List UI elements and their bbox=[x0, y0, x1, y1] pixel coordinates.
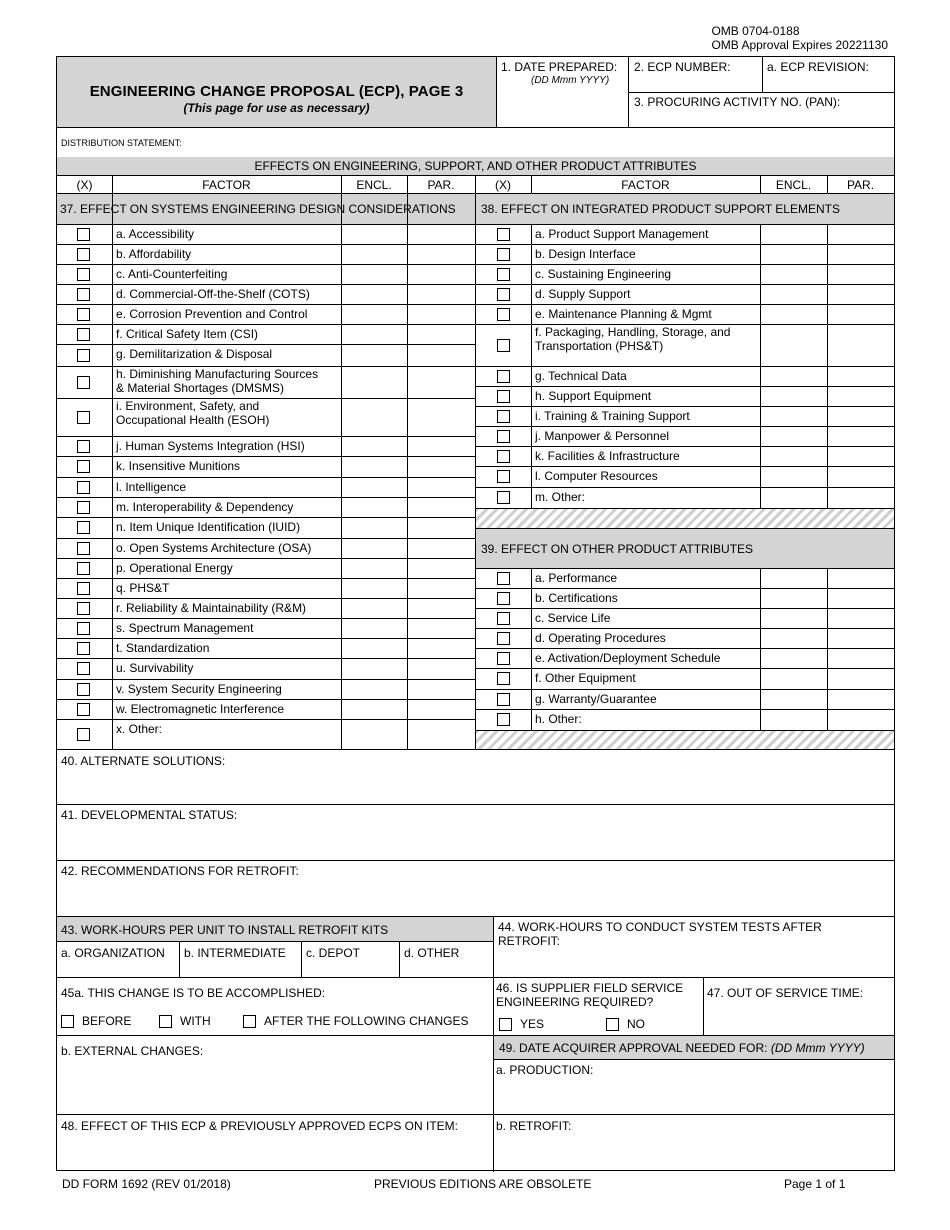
attr-factor-encl-field[interactable] bbox=[761, 690, 826, 708]
ips-factor-encl-field[interactable] bbox=[761, 488, 826, 507]
before-checkbox[interactable] bbox=[61, 1015, 74, 1028]
se-factor-encl-field[interactable] bbox=[342, 518, 406, 537]
col-factor-right: FACTOR bbox=[621, 178, 670, 192]
se-factor-checkbox[interactable] bbox=[77, 288, 90, 301]
se-factor-encl-field[interactable] bbox=[342, 559, 406, 577]
se-factor-encl-field[interactable] bbox=[342, 457, 406, 476]
form-title: ENGINEERING CHANGE PROPOSAL (ECP), PAGE 3 bbox=[89, 83, 464, 100]
ips-factor-encl-field[interactable] bbox=[761, 427, 826, 445]
se-factor-encl-field[interactable] bbox=[342, 579, 406, 597]
organization-hours-field[interactable] bbox=[59, 960, 177, 976]
attr-factor-encl-field[interactable] bbox=[761, 609, 826, 627]
se-factor-checkbox[interactable] bbox=[77, 440, 90, 453]
omb-block bbox=[711, 24, 888, 52]
out-of-service-time-field[interactable] bbox=[705, 1001, 892, 1034]
ips-factor-label: h. Support Equipment bbox=[535, 389, 652, 403]
se-factor-label: q. PHS&T bbox=[116, 581, 170, 595]
se-factor-label: r. Reliability & Maintainability (R&M) bbox=[116, 601, 307, 615]
se-factor-encl-field[interactable] bbox=[342, 285, 406, 303]
depot-hours-field[interactable] bbox=[303, 960, 397, 976]
with-checkbox[interactable] bbox=[159, 1015, 172, 1028]
intermediate-label: b. INTERMEDIATE bbox=[184, 946, 286, 960]
ips-factor-encl-field[interactable] bbox=[761, 407, 826, 425]
se-factor-encl-field[interactable] bbox=[342, 700, 406, 718]
ips-factor-label: k. Facilities & Infrastructure bbox=[535, 449, 680, 463]
se-factor-encl-field[interactable] bbox=[342, 639, 406, 657]
section37-title: 37. EFFECT ON SYSTEMS ENGINEERING DESIGN CONSIDERATIONS bbox=[60, 202, 456, 216]
ecp-number-field[interactable] bbox=[629, 74, 761, 91]
se-factor-encl-field[interactable] bbox=[342, 659, 406, 678]
ips-factor-encl-field[interactable] bbox=[761, 225, 826, 243]
ips-factor-checkbox[interactable] bbox=[497, 410, 510, 423]
ips-factor-checkbox[interactable] bbox=[497, 248, 510, 261]
se-factor-par-field[interactable] bbox=[408, 478, 474, 496]
ips-factor-par-field[interactable] bbox=[828, 407, 893, 425]
attr-factor-label: h. Other: bbox=[535, 712, 582, 726]
external-changes-field[interactable] bbox=[59, 1059, 491, 1112]
after-changes-label: AFTER THE FOLLOWING CHANGES bbox=[264, 1014, 469, 1028]
se-factor-label: p. Operational Energy bbox=[116, 561, 233, 575]
ips-factor-par-field[interactable] bbox=[828, 245, 893, 263]
se-factor-checkbox[interactable] bbox=[77, 501, 90, 514]
attr-factor-par-field[interactable] bbox=[828, 690, 893, 708]
ips-factor-encl-field[interactable] bbox=[761, 447, 826, 465]
se-factor-label: b. Affordability bbox=[116, 247, 192, 261]
attr-factor-checkbox[interactable] bbox=[497, 713, 510, 726]
se-factor-par-field[interactable] bbox=[408, 345, 474, 365]
se-factor-label: n. Item Unique Identification (IUID) bbox=[116, 520, 301, 534]
external-changes-label: b. EXTERNAL CHANGES: bbox=[61, 1044, 204, 1058]
ips-factor-label: d. Supply Support bbox=[535, 287, 631, 301]
attr-factor-checkbox[interactable] bbox=[497, 672, 510, 685]
block47-label: 47. OUT OF SERVICE TIME: bbox=[707, 986, 864, 1000]
se-factor-checkbox[interactable] bbox=[77, 268, 90, 281]
se-factor-label: o. Open Systems Architecture (OSA) bbox=[116, 541, 312, 555]
field-service-yes-checkbox[interactable] bbox=[499, 1018, 512, 1031]
field-service-no-checkbox[interactable] bbox=[606, 1018, 619, 1031]
se-factor-label: i. Environment, Safety, and Occupational Health (ESOH) bbox=[116, 399, 270, 427]
ips-factor-par-field[interactable] bbox=[828, 325, 893, 365]
section38-title: 38. EFFECT ON INTEGRATED PRODUCT SUPPORT ELEMENTS bbox=[481, 202, 840, 216]
col-factor-left: FACTOR bbox=[202, 178, 251, 192]
se-factor-par-field[interactable] bbox=[408, 518, 474, 537]
se-factor-par-field[interactable] bbox=[408, 599, 474, 617]
ips-factor-checkbox[interactable] bbox=[497, 339, 510, 352]
ips-factor-par-field[interactable] bbox=[828, 488, 893, 507]
attr-factor-checkbox[interactable] bbox=[497, 652, 510, 665]
page-number: Page 1 of 1 bbox=[784, 1177, 846, 1191]
ips-factor-encl-field[interactable] bbox=[761, 467, 826, 486]
field-service-no-label: NO bbox=[627, 1017, 645, 1031]
se-factor-label: a. Accessibility bbox=[116, 227, 195, 241]
se-factor-encl-field[interactable] bbox=[342, 720, 406, 748]
col-encl-right: ENCL. bbox=[775, 178, 812, 192]
obsolete-notice: PREVIOUS EDITIONS ARE OBSOLETE bbox=[374, 1177, 592, 1191]
retrofit-date-label: b. RETROFIT: bbox=[496, 1119, 572, 1133]
se-factor-par-field[interactable] bbox=[408, 559, 474, 577]
se-factor-checkbox[interactable] bbox=[77, 642, 90, 655]
se-factor-par-field[interactable] bbox=[408, 720, 474, 748]
se-factor-checkbox[interactable] bbox=[77, 562, 90, 575]
se-factor-par-field[interactable] bbox=[408, 285, 474, 303]
se-factor-par-field[interactable] bbox=[408, 367, 474, 397]
se-factor-encl-field[interactable] bbox=[342, 498, 406, 516]
se-factor-par-field[interactable] bbox=[408, 680, 474, 698]
block49-title-text: 49. DATE ACQUIRER APPROVAL NEEDED FOR: bbox=[499, 1041, 768, 1055]
attr-factor-par-field[interactable] bbox=[828, 609, 893, 627]
block43-title: 43. WORK-HOURS PER UNIT TO INSTALL RETROFIT KITS bbox=[61, 923, 389, 937]
ips-factor-par-field[interactable] bbox=[828, 367, 893, 385]
ecp-revision-field[interactable] bbox=[763, 74, 893, 91]
ips-factor-par-field[interactable] bbox=[828, 447, 893, 465]
se-factor-par-field[interactable] bbox=[408, 437, 474, 455]
ips-factor-label: f. Packaging, Handling, Storage, and Transportation (PHS&T) bbox=[535, 325, 731, 353]
se-factor-par-field[interactable] bbox=[408, 619, 474, 637]
se-factor-par-field[interactable] bbox=[408, 659, 474, 678]
se-factor-label: s. Spectrum Management bbox=[116, 621, 254, 635]
after-changes-checkbox[interactable] bbox=[243, 1015, 256, 1028]
block49-title bbox=[499, 1041, 865, 1055]
ecp-revision-label: a. ECP REVISION: bbox=[767, 60, 869, 74]
ips-factor-encl-field[interactable] bbox=[761, 325, 826, 365]
recommendations-retrofit-field[interactable] bbox=[59, 879, 892, 915]
production-date-label: a. PRODUCTION: bbox=[496, 1063, 594, 1077]
attr-factor-checkbox[interactable] bbox=[497, 592, 510, 605]
block45a-title: 45a. THIS CHANGE IS TO BE ACCOMPLISHED: bbox=[61, 986, 326, 1000]
ips-factor-label: m. Other: bbox=[535, 490, 586, 504]
col-encl-left: ENCL. bbox=[356, 178, 392, 192]
ips-factor-encl-field[interactable] bbox=[761, 245, 826, 263]
ips-factor-label: e. Maintenance Planning & Mgmt bbox=[535, 307, 712, 321]
distribution-statement-field[interactable] bbox=[207, 129, 887, 155]
attr-factor-checkbox[interactable] bbox=[497, 572, 510, 585]
omb-number: OMB 0704-0188 bbox=[711, 24, 800, 38]
attr-factor-label: d. Operating Procedures bbox=[535, 631, 666, 645]
ips-factor-par-field[interactable] bbox=[828, 387, 893, 405]
attr-factor-encl-field[interactable] bbox=[761, 649, 826, 667]
se-factor-encl-field[interactable] bbox=[342, 345, 406, 365]
se-factor-label: f. Critical Safety Item (CSI) bbox=[116, 327, 259, 341]
ips-factor-checkbox[interactable] bbox=[497, 470, 510, 483]
field-service-yes-label: YES bbox=[520, 1017, 545, 1031]
se-factor-label: x. Other: bbox=[116, 722, 163, 736]
block42-label: 42. RECOMMENDATIONS FOR RETROFIT: bbox=[61, 864, 299, 878]
attr-factor-checkbox[interactable] bbox=[497, 632, 510, 645]
se-factor-encl-field[interactable] bbox=[342, 539, 406, 557]
ips-factor-checkbox[interactable] bbox=[497, 450, 510, 463]
col-x-left: (X) bbox=[76, 178, 93, 192]
block41-label: 41. DEVELOPMENTAL STATUS: bbox=[61, 808, 238, 822]
form-number: DD FORM 1692 (REV 01/2018) bbox=[62, 1177, 231, 1191]
attr-factor-par-field[interactable] bbox=[828, 669, 893, 688]
block49-date-format: (DD Mmm YYYY) bbox=[770, 1041, 865, 1055]
se-factor-par-field[interactable] bbox=[408, 325, 474, 343]
se-factor-par-field[interactable] bbox=[408, 498, 474, 516]
date-prepared-label: 1. DATE PREPARED: bbox=[501, 60, 618, 74]
attr-factor-encl-field[interactable] bbox=[761, 569, 826, 587]
ips-factor-par-field[interactable] bbox=[828, 265, 893, 283]
ips-factor-par-field[interactable] bbox=[828, 305, 893, 323]
col-par-right: PAR. bbox=[846, 178, 875, 192]
se-factor-checkbox[interactable] bbox=[77, 542, 90, 555]
se-factor-encl-field[interactable] bbox=[342, 305, 406, 323]
attr-factor-par-field[interactable] bbox=[828, 589, 893, 607]
ips-factor-checkbox[interactable] bbox=[497, 288, 510, 301]
other-hours-field[interactable] bbox=[401, 960, 491, 976]
se-factor-label: k. Insensitive Munitions bbox=[116, 459, 241, 473]
procuring-activity-field[interactable] bbox=[629, 109, 893, 126]
alternate-solutions-field[interactable] bbox=[59, 769, 892, 803]
se-factor-label: m. Interoperability & Dependency bbox=[116, 500, 294, 514]
ips-factor-label: a. Product Support Management bbox=[535, 227, 709, 241]
se-factor-par-field[interactable] bbox=[408, 700, 474, 718]
se-factor-par-field[interactable] bbox=[408, 305, 474, 323]
se-factor-par-field[interactable] bbox=[408, 265, 474, 283]
se-factor-checkbox[interactable] bbox=[77, 248, 90, 261]
retrofit-date-field[interactable] bbox=[495, 1134, 892, 1170]
ips-factor-encl-field[interactable] bbox=[761, 367, 826, 385]
se-factor-encl-field[interactable] bbox=[342, 367, 406, 397]
se-factor-par-field[interactable] bbox=[408, 245, 474, 263]
se-factor-label: l. Intelligence bbox=[116, 480, 187, 494]
se-factor-checkbox[interactable] bbox=[77, 328, 90, 341]
form-title-block bbox=[57, 57, 496, 127]
section39-title: 39. EFFECT ON OTHER PRODUCT ATTRIBUTES bbox=[481, 542, 754, 556]
ips-factor-label: c. Sustaining Engineering bbox=[535, 267, 672, 281]
se-factor-encl-field[interactable] bbox=[342, 599, 406, 617]
se-factor-encl-field[interactable] bbox=[342, 225, 406, 243]
se-factor-checkbox[interactable] bbox=[77, 376, 90, 389]
ips-factor-encl-field[interactable] bbox=[761, 305, 826, 323]
se-factor-encl-field[interactable] bbox=[342, 245, 406, 263]
col-x-right: (X) bbox=[495, 178, 511, 192]
attr-factor-label: c. Service Life bbox=[535, 611, 611, 625]
se-factor-encl-field[interactable] bbox=[342, 619, 406, 637]
intermediate-hours-field[interactable] bbox=[181, 960, 299, 976]
block48-label: 48. EFFECT OF THIS ECP & PREVIOUSLY APPROVED ECPS ON ITEM: bbox=[61, 1119, 458, 1133]
se-factor-par-field[interactable] bbox=[408, 225, 474, 243]
se-factor-label: t. Standardization bbox=[116, 641, 210, 655]
attr-factor-checkbox[interactable] bbox=[497, 612, 510, 625]
ips-factor-par-field[interactable] bbox=[828, 225, 893, 243]
block40-label: 40. ALTERNATE SOLUTIONS: bbox=[61, 754, 226, 768]
ips-factor-encl-field[interactable] bbox=[761, 387, 826, 405]
ips-factor-par-field[interactable] bbox=[828, 285, 893, 303]
se-factor-checkbox[interactable] bbox=[77, 662, 90, 675]
ips-factor-label: i. Training & Training Support bbox=[535, 409, 690, 423]
se-factor-par-field[interactable] bbox=[408, 639, 474, 657]
ips-factor-checkbox[interactable] bbox=[497, 390, 510, 403]
se-factor-par-field[interactable] bbox=[408, 399, 474, 435]
se-factor-checkbox[interactable] bbox=[77, 411, 90, 424]
ips-factor-encl-field[interactable] bbox=[761, 285, 826, 303]
ips-factor-checkbox[interactable] bbox=[497, 268, 510, 281]
se-factor-label: w. Electromagnetic Interference bbox=[116, 702, 285, 716]
se-factor-par-field[interactable] bbox=[408, 539, 474, 557]
ecp-number-label: 2. ECP NUMBER: bbox=[634, 60, 731, 74]
block46-title: 46. IS SUPPLIER FIELD SERVICE ENGINEERING REQUIRED? bbox=[496, 981, 684, 1009]
with-label: WITH bbox=[180, 1014, 211, 1028]
se-factor-checkbox[interactable] bbox=[77, 521, 90, 534]
ips-factor-par-field[interactable] bbox=[828, 467, 893, 486]
se-factor-encl-field[interactable] bbox=[342, 478, 406, 496]
effects-title: EFFECTS ON ENGINEERING, SUPPORT, AND OTHER PRODUCT ATTRIBUTES bbox=[254, 159, 697, 173]
se-factor-checkbox[interactable] bbox=[77, 622, 90, 635]
ips-factor-checkbox[interactable] bbox=[497, 491, 510, 504]
attr-factor-par-field[interactable] bbox=[828, 569, 893, 587]
se-factor-par-field[interactable] bbox=[408, 579, 474, 597]
se-factor-label: j. Human Systems Integration (HSI) bbox=[116, 439, 305, 453]
se-factor-checkbox[interactable] bbox=[77, 228, 90, 241]
date-format-hint: (DD Mmm YYYY) bbox=[531, 75, 610, 86]
attr-factor-label: f. Other Equipment bbox=[535, 671, 636, 685]
other-hours-label: d. OTHER bbox=[404, 946, 460, 960]
se-factor-label: d. Commercial-Off-the-Shelf (COTS) bbox=[116, 287, 310, 301]
date-prepared-field[interactable] bbox=[497, 87, 627, 126]
se-factor-checkbox[interactable] bbox=[77, 703, 90, 716]
se-factor-par-field[interactable] bbox=[408, 457, 474, 476]
se-factor-checkbox[interactable] bbox=[77, 349, 90, 362]
omb-expiration: OMB Approval Expires 20221130 bbox=[711, 38, 888, 52]
attr-factor-label: a. Performance bbox=[535, 571, 618, 585]
se-factor-checkbox[interactable] bbox=[77, 308, 90, 321]
se-factor-encl-field[interactable] bbox=[342, 680, 406, 698]
effect-previous-ecps-field[interactable] bbox=[59, 1134, 491, 1170]
ecp-form bbox=[56, 56, 895, 1171]
attr-factor-encl-field[interactable] bbox=[761, 629, 826, 647]
ips-factor-checkbox[interactable] bbox=[497, 370, 510, 383]
attr-factor-par-field[interactable] bbox=[828, 629, 893, 647]
procuring-activity-label: 3. PROCURING ACTIVITY NO. (PAN): bbox=[634, 95, 841, 109]
organization-label: a. ORGANIZATION bbox=[61, 946, 165, 960]
se-factor-checkbox[interactable] bbox=[77, 728, 90, 741]
ips-factor-label: g. Technical Data bbox=[535, 369, 627, 383]
col-par-left: PAR. bbox=[427, 178, 455, 192]
ips-factor-checkbox[interactable] bbox=[497, 308, 510, 321]
ips-factor-encl-field[interactable] bbox=[761, 265, 826, 283]
attr-factor-label: e. Activation/Deployment Schedule bbox=[535, 651, 721, 665]
se-factor-checkbox[interactable] bbox=[77, 683, 90, 696]
ips-factor-checkbox[interactable] bbox=[497, 228, 510, 241]
se-factor-checkbox[interactable] bbox=[77, 602, 90, 615]
se-factor-checkbox[interactable] bbox=[77, 582, 90, 595]
se-factor-encl-field[interactable] bbox=[342, 325, 406, 343]
se-factor-label: v. System Security Engineering bbox=[116, 682, 282, 696]
attr-factor-par-field[interactable] bbox=[828, 649, 893, 667]
production-date-field[interactable] bbox=[495, 1078, 892, 1112]
se-factor-label: e. Corrosion Prevention and Control bbox=[116, 307, 308, 321]
form-subtitle: (This page for use as necessary) bbox=[183, 101, 370, 115]
se-factor-encl-field[interactable] bbox=[342, 399, 406, 435]
developmental-status-field[interactable] bbox=[59, 823, 892, 859]
se-factor-label: h. Diminishing Manufacturing Sources & Material Shortages (DMSMS) bbox=[116, 367, 319, 395]
block44-label: 44. WORK-HOURS TO CONDUCT SYSTEM TESTS AFTER RETROFIT: bbox=[498, 920, 822, 948]
se-factor-encl-field[interactable] bbox=[342, 437, 406, 455]
se-factor-label: c. Anti-Counterfeiting bbox=[116, 267, 228, 281]
se-factor-label: g. Demilitarization & Disposal bbox=[116, 347, 273, 361]
se-factor-encl-field[interactable] bbox=[342, 265, 406, 283]
ips-factor-label: l. Computer Resources bbox=[535, 469, 658, 483]
system-test-hours-field[interactable] bbox=[495, 950, 892, 976]
attr-factor-par-field[interactable] bbox=[828, 710, 893, 729]
depot-label: c. DEPOT bbox=[306, 946, 361, 960]
ips-factor-checkbox[interactable] bbox=[497, 430, 510, 443]
ips-factor-label: j. Manpower & Personnel bbox=[535, 429, 670, 443]
se-factor-checkbox[interactable] bbox=[77, 460, 90, 473]
attr-factor-label: g. Warranty/Guarantee bbox=[535, 692, 657, 706]
attr-factor-checkbox[interactable] bbox=[497, 693, 510, 706]
ips-factor-label: b. Design Interface bbox=[535, 247, 636, 261]
attr-factor-encl-field[interactable] bbox=[761, 589, 826, 607]
attr-factor-encl-field[interactable] bbox=[761, 669, 826, 688]
distribution-statement-label: DISTRIBUTION STATEMENT: bbox=[61, 138, 182, 148]
before-label: BEFORE bbox=[82, 1014, 132, 1028]
attr-factor-label: b. Certifications bbox=[535, 591, 618, 605]
attr-factor-encl-field[interactable] bbox=[761, 710, 826, 729]
se-factor-checkbox[interactable] bbox=[77, 481, 90, 494]
ips-factor-par-field[interactable] bbox=[828, 427, 893, 445]
se-factor-label: u. Survivability bbox=[116, 661, 194, 675]
